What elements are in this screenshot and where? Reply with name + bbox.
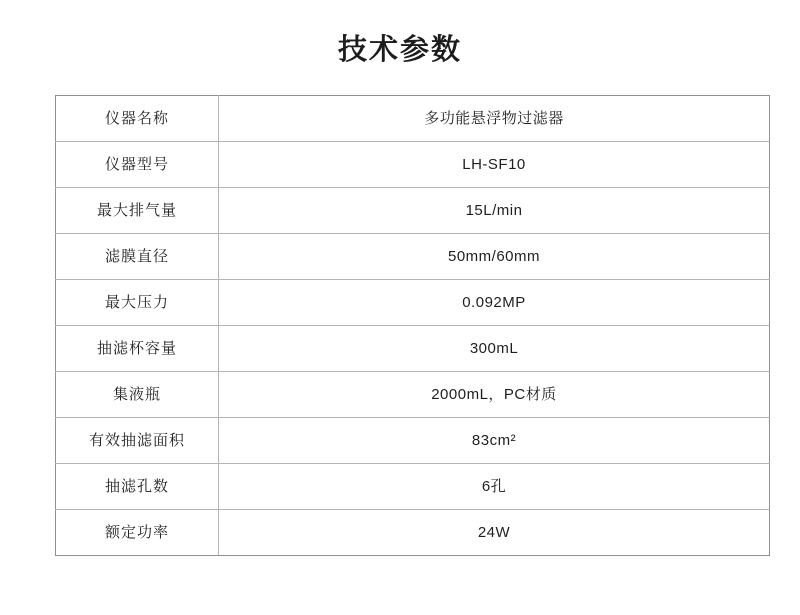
specification-table <box>55 95 770 556</box>
table-row <box>56 464 770 510</box>
spec-label: 抽滤杯容量 <box>56 326 219 372</box>
spec-value: 15L/min <box>219 188 770 234</box>
spec-label: 有效抽滤面积 <box>56 418 219 464</box>
table-row <box>56 510 770 556</box>
spec-label: 最大压力 <box>56 280 219 326</box>
specification-table-container <box>55 95 745 556</box>
spec-value: 多功能悬浮物过滤器 <box>219 96 770 142</box>
spec-value: 50mm/60mm <box>219 234 770 280</box>
spec-label: 仪器型号 <box>56 142 219 188</box>
page-title: 技术参数 <box>337 34 462 66</box>
spec-label: 仪器名称 <box>56 96 219 142</box>
table-row <box>56 326 770 372</box>
table-row <box>56 142 770 188</box>
table-row <box>56 372 770 418</box>
spec-label: 滤膜直径 <box>56 234 219 280</box>
table-row <box>56 234 770 280</box>
spec-value: 0.092MP <box>219 280 770 326</box>
table-row <box>56 96 770 142</box>
spec-value: 2000mL，PC材质 <box>219 372 770 418</box>
spec-value: 83cm² <box>219 418 770 464</box>
spec-value: LH-SF10 <box>219 142 770 188</box>
spec-value: 6孔 <box>219 464 770 510</box>
spec-label: 最大排气量 <box>56 188 219 234</box>
spec-value: 24W <box>219 510 770 556</box>
spec-label: 额定功率 <box>56 510 219 556</box>
specification-table-body <box>56 96 770 556</box>
spec-label: 抽滤孔数 <box>56 464 219 510</box>
spec-label: 集液瓶 <box>56 372 219 418</box>
table-row <box>56 418 770 464</box>
spec-value: 300mL <box>219 326 770 372</box>
table-row <box>56 280 770 326</box>
table-row <box>56 188 770 234</box>
